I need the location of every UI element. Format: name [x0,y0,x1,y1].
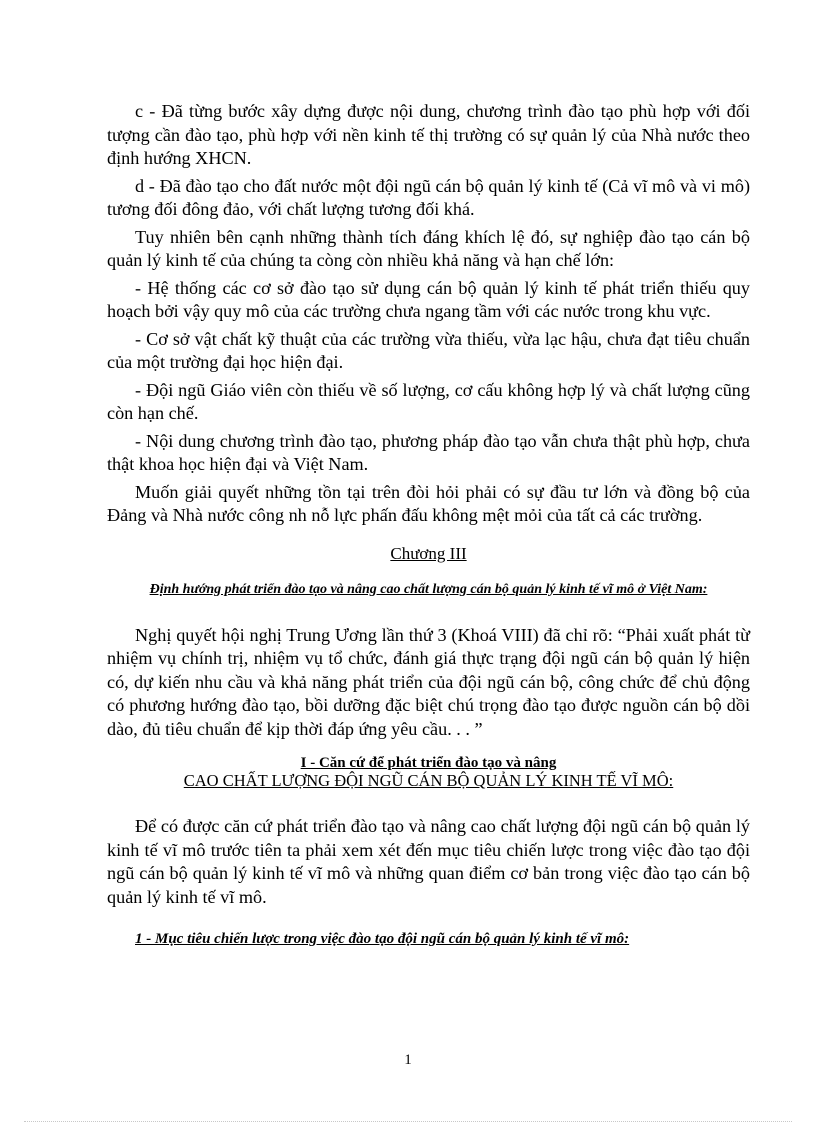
paragraph-conclusion: Muốn giải quyết những tồn tại trên đòi hỏi phải có sự đầu tư lớn và đồng bộ của Đảng và Nhà nước công nh nỗ lực phấn đấu không mệt mỏi của tất cả các trường. [107,481,750,525]
chapter-heading: Chương III [390,543,467,563]
document-body [107,100,750,948]
paragraph-bullet-system: - Hệ thống các cơ sở đào tạo sử dụng cán bộ quản lý kinh tế phát triển thiếu quy hoạch bởi vậy quy mô của các trường chưa ngang tầm với các nước trong khu vực. [107,277,750,321]
paragraph-limitations-intro: Tuy nhiên bên cạnh những thành tích đáng khích lệ đó, sự nghiệp đào tạo cán bộ quản lý kinh tế của chúng ta còng còn nhiều khả năng và hạn chế lớn: [107,226,750,270]
paragraph-c: c - Đã từng bước xây dựng được nội dung, chương trình đào tạo phù hợp với đối tượng cần đào tạo, phù hợp với nền kinh tế thị trường có sự quản lý của Nhà nước theo định hướng XHCN. [107,101,750,168]
section-title-line1: I - Căn cứ để phát triển đào tạo và nâng [300,755,557,771]
paragraph-bullet-facilities: - Cơ sở vật chất kỹ thuật của các trường vừa thiếu, vừa lạc hậu, chưa đạt tiêu chuẩn của một trường đại học hiện đại. [107,328,750,372]
page-number: 1 [404,1052,412,1068]
subsection-title: 1 - Mục tiêu chiến lược trong việc đào tạo đội ngũ cán bộ quản lý kinh tế vĩ mô: [135,931,630,947]
paragraph-d: d - Đã đào tạo cho đất nước một đội ngũ cán bộ quản lý kinh tế (Cả vĩ mô và vi mô) tương đối đông đảo, với chất lượng tương đối khá. [107,175,750,219]
paragraph-bullet-curriculum: - Nội dung chương trình đào tạo, phương pháp đào tạo vẫn chưa thật phù hợp, chưa thật khoa học hiện đại và Việt Nam. [107,430,750,474]
paragraph-bullet-teachers: - Đội ngũ Giáo viên còn thiếu về số lượng, cơ cấu không hợp lý và chất lượng cũng còn hạn chế. [107,379,750,423]
section-title-line2: CAO CHẤT LƯỢNG ĐỘI NGŨ CÁN BỘ QUẢN LÝ KINH TẾ VĨ MÔ: [183,771,674,790]
page-bottom-divider [24,1121,792,1122]
chapter-subtitle: Định hướng phát triển đào tạo và nâng cao chất lượng cán bộ quản lý kinh tế vĩ mô ở Việt Nam: [149,581,708,597]
resolution-quote: Nghị quyết hội nghị Trung Ương lần thứ 3 (Khoá VIII) đã chỉ rõ: “Phải xuất phát từ nhiệm vụ chính trị, nhiệm vụ tổ chức, đánh giá thực trạng đội ngũ cán bộ quản lý hiện có, dự kiến nhu cầu và khả năng phát triển của đội ngũ cán bộ, công chức để chủ động có phương hướng đào tạo, bồi dưỡng đặc biệt chú trọng đào tạo được nguồn cán bộ dồi dào, đủ tiêu chuẩn để kịp thời đáp ứng yêu cầu. . . ” [107,624,750,739]
section-paragraph: Để có được căn cứ phát triển đào tạo và nâng cao chất lượng đội ngũ cán bộ quản lý kinh tế vĩ mô trước tiên ta phải xem xét đến mục tiêu chiến lược trong việc đào tạo đội ngũ cán bộ quản lý kinh tế vĩ mô và những quan điểm cơ bản trong việc đào tạo cán bộ quản lý kinh tế vĩ mô. [107,816,750,907]
section-title [107,755,750,789]
